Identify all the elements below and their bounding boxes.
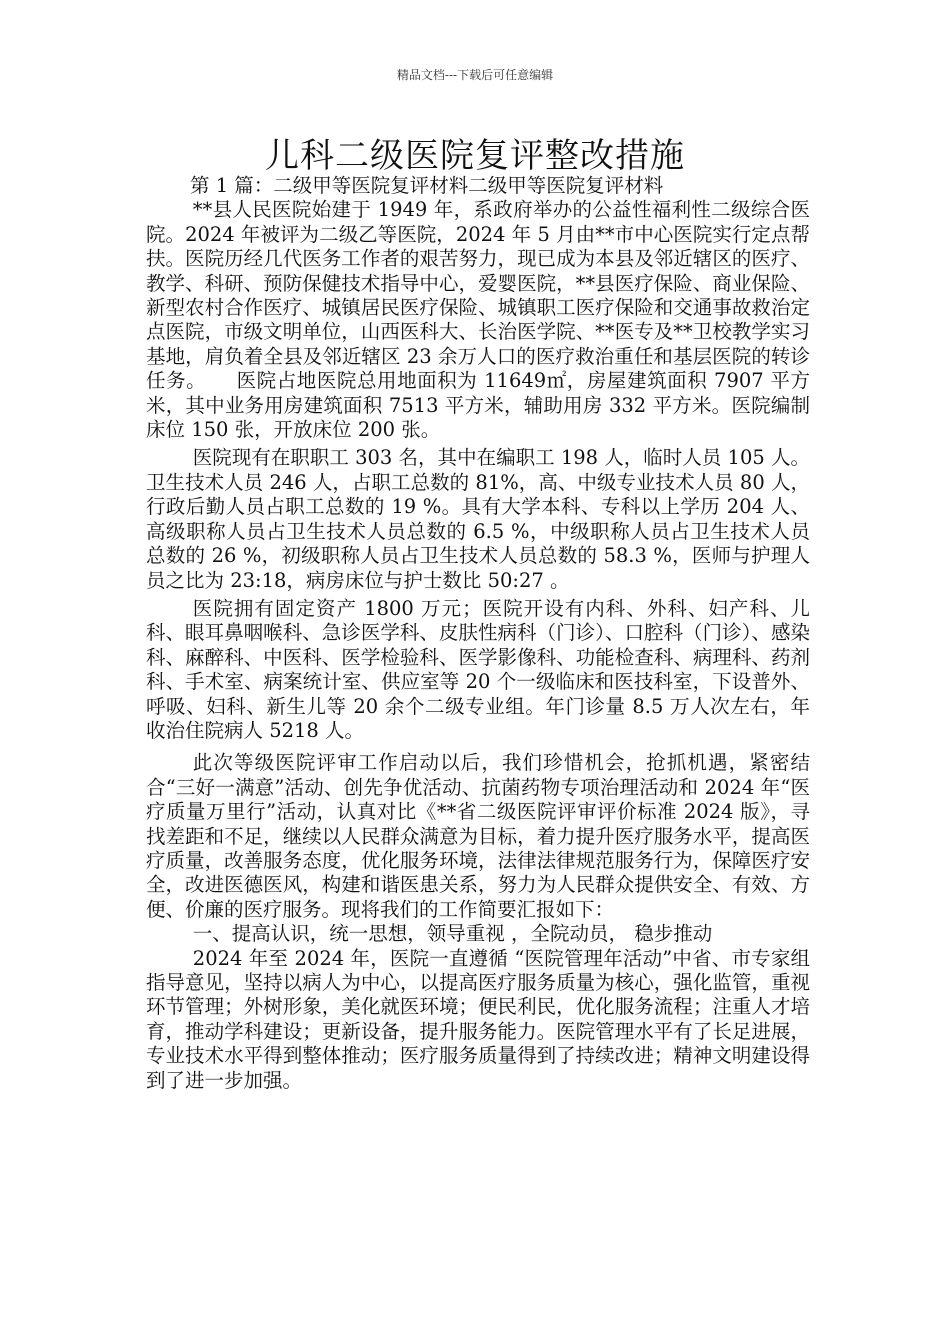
header-note: 精品文档---下载后可任意编辑 [396, 68, 554, 82]
section-subtitle: 第 1 篇：二级甲等医院复评材料二级甲等医院复评材料 [190, 174, 664, 197]
paragraph-departments: 医院拥有固定资产 1800 万元；医院开设有内科、外科、妇产科、儿科、眼耳鼻咽喉科、急诊医学科、皮肤性病科（门诊）、口腔科（门诊）、感染科、麻醉科、中医科、医学检验科、医学影像科、功能检查科、病理科、药剂科、手术室、病案统计室、供应室等 20 个一级临床和医技科室，下设普外、呼吸、妇科、新生儿等 20 余个二级专业组。年门诊量 8.5 万人次左右，年收治住院病人 5218 人。 [146, 596, 810, 742]
paragraph-hospital-overview: **县人民医院始建于 1949 年，系政府举办的公益性福利性二级综合医院。2024 年被评为二级乙等医院，2024 年 5 月由**市中心医院实行定点帮扶。医院历经几代医务工作者的艰苦努力，现已成为本县及邻近辖区的医疗、教学、科研、预防保健技术指导中心，爱婴医院，**县医疗保险、商业保险、新型农村合作医疗、城镇居民医疗保险、城镇职工医疗保险和交通事故救治定点医院，市级文明单位，山西医科大、长治医学院、**医专及**卫校教学实习基地，肩负着全县及邻近辖区 23 余万人口的医疗救治重任和基层医院的转诊任务。 医院占地医院总用地面积为 11649㎡，房屋建筑面积 7907 平方米，其中业务用房建筑面积 7513 平方米，辅助用房 332 平方米。医院编制床位 150 张，开放床位 200 张。 [146, 198, 810, 442]
document-body [146, 174, 810, 1093]
page-title: 儿科二级医院复评整改措施 [265, 136, 685, 176]
paragraph-evaluation: 此次等级医院评审工作启动以后，我们珍惜机会，抢抓机遇，紧密结合“三好一满意”活动、创先争优活动、抗菌药物专项治理活动和 2024 年“医疗质量万里行”活动，认真对比《**省二级医院评审评价标准 2024 版》，寻找差距和不足，继续以人民群众满意为目标，着力提升医疗服务水平，提高医疗质量，改善服务态度，优化服务环境，法律法律规范服务行为，保障医疗安全，改进医德医风，构建和谐医患关系，努力为人民群众提供安全、有效、方便、价廉的医疗服务。现将我们的工作简要汇报如下： [146, 751, 810, 921]
paragraph-staff: 医院现有在职职工 303 名，其中在编职工 198 人，临时人员 105 人。卫生技术人员 246 人，占职工总数的 81%，高、中级专业技术人员 80 人，行政后勤人员占职工总数的 19 %。具有大学本科、专科以上学历 204 人、高级职称人员占卫生技术人员总数的 6.5 %，中级职称人员占卫生技术人员总数的 26 %，初级职称人员占卫生技术人员总数的 58.3 %，医师与护理人员之比为 23:18，病房床位与护士数比 50:27 。 [146, 446, 810, 592]
section-heading-1: 一、提高认识，统一思想，领导重视 ，全院动员， 稳步推动 [192, 922, 713, 946]
paragraph-management: 2024 年至 2024 年，医院一直遵循 “医院管理年活动”中省、市专家组指导意见，坚持以病人为中心，以提高医疗服务质量为核心，强化监管，重视环节管理；外树形象，美化就医环境；便民利民，优化服务流程；注重人才培育，推动学科建设；更新设备，提升服务能力。医院管理水平有了长足进展，专业技术水平得到整体推动；医疗服务质量得到了持续改进；精神文明建设得到了进一步加强。 [146, 946, 810, 1092]
